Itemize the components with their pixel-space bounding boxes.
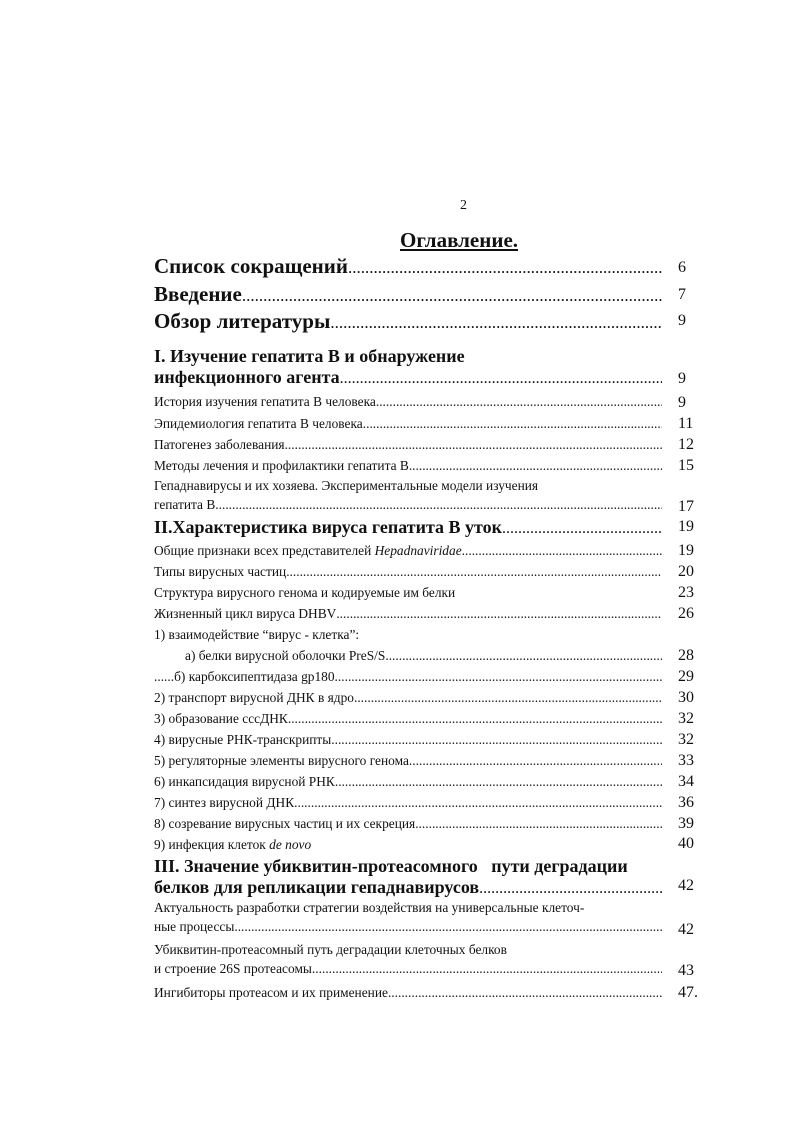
toc-entry-text-line1: Гепаднавирусы и их хозяева. Экспериментальные модели изучения bbox=[154, 478, 539, 493]
toc-entry bbox=[154, 346, 662, 388]
toc-entry bbox=[154, 437, 662, 453]
toc-entry-page: 26 bbox=[678, 605, 694, 622]
toc-entry bbox=[154, 309, 662, 334]
toc-entry-text: История изучения гепатита В человека bbox=[154, 394, 376, 409]
toc-entry-page: 19 bbox=[678, 518, 694, 535]
toc-entry bbox=[154, 985, 662, 1001]
toc-entry-text: 2) транспорт вирусной ДНК в ядро bbox=[154, 690, 354, 705]
toc-entry-page: 9 bbox=[678, 370, 686, 387]
toc-entry-text: 6) инкапсидация вирусной РНК bbox=[154, 774, 335, 789]
toc-entry bbox=[154, 795, 662, 811]
toc-entry-text: Ингибиторы протеасом и их применение bbox=[154, 985, 388, 1000]
toc-entry-page: 20 bbox=[678, 563, 694, 580]
toc-entry bbox=[154, 711, 662, 727]
toc-entry bbox=[154, 458, 662, 474]
toc-entry-text: Жизненный цикл вируса DHBV bbox=[154, 606, 337, 621]
toc-entry bbox=[154, 774, 662, 790]
toc-entry-text: 7) синтез вирусной ДНК bbox=[154, 795, 295, 810]
toc-entry-text: белков для репликации гепаднавирусов bbox=[154, 877, 480, 897]
toc-entry-text-line1: I. Изучение гепатита В и обнаружение bbox=[154, 346, 465, 366]
toc-entry bbox=[154, 627, 662, 643]
toc-entry-page: 28 bbox=[678, 647, 694, 664]
toc-entry-text: Патогенез заболевания bbox=[154, 437, 285, 452]
toc-entry-page: 30 bbox=[678, 689, 694, 706]
toc-entry-page: 29 bbox=[678, 668, 694, 685]
toc-entry-text: Типы вирусных частиц bbox=[154, 564, 287, 579]
toc-entry bbox=[154, 900, 662, 935]
toc-entry-text: Обзор литературы bbox=[154, 309, 331, 333]
toc-entry-text: ные процессы bbox=[154, 919, 235, 934]
toc-entry-text: ......б) карбоксипептидаза gp180 bbox=[154, 669, 335, 684]
toc-entry bbox=[154, 942, 662, 977]
toc-entry bbox=[154, 394, 662, 410]
toc-entry-text: 3) образование cccДНК bbox=[154, 711, 288, 726]
toc-entry-page: 12 bbox=[678, 436, 694, 453]
toc-entry-text: 4) вирусные РНК-транскрипты bbox=[154, 732, 332, 747]
toc-entry-text: 9) инфекция клеток de novo bbox=[154, 837, 312, 852]
toc-entry-page: 23 bbox=[678, 584, 694, 601]
toc-entry bbox=[154, 690, 662, 706]
toc-entry bbox=[154, 478, 662, 513]
toc-entry-page: 33 bbox=[678, 752, 694, 769]
toc-entry bbox=[154, 282, 662, 307]
toc-entry-page: 34 bbox=[678, 773, 694, 790]
toc-entry bbox=[154, 856, 662, 898]
toc-entry-page: 40 bbox=[678, 835, 694, 852]
toc-entry-page: 36 bbox=[678, 794, 694, 811]
toc-entry-text: II.Характеристика вируса гепатита В уток bbox=[154, 517, 503, 537]
toc-entry-text-line1: Актуальность разработки стратегии воздействия на универсальные клеточ- bbox=[154, 900, 585, 915]
toc-entry-page: 15 bbox=[678, 457, 694, 474]
toc-entry bbox=[154, 254, 662, 279]
toc-entry bbox=[154, 416, 662, 432]
toc-entry-text: а) белки вирусной оболочки PreS/S bbox=[185, 648, 386, 663]
toc-entry-text: инфекционного агента bbox=[154, 367, 340, 387]
toc-entry-page: 6 bbox=[678, 259, 686, 276]
toc-entry-page: 9 bbox=[678, 394, 686, 411]
toc-entry bbox=[154, 753, 662, 769]
toc-entry-text: 8) созревание вирусных частиц и их секреция bbox=[154, 816, 416, 831]
toc-entry-text-line1: Убиквитин-протеасомный путь деградации клеточных белков bbox=[154, 942, 507, 957]
toc-entry-text: 1) взаимодействие “вирус - клетка”: bbox=[154, 627, 360, 642]
page-number: 2 bbox=[460, 198, 467, 213]
toc-entry bbox=[154, 732, 662, 748]
toc-entry-page: 42 bbox=[678, 877, 694, 894]
toc-entry-text: гепатита В bbox=[154, 497, 216, 512]
toc-entry-text: Структура вирусного генома и кодируемые им белки bbox=[154, 585, 456, 600]
toc-entry-page: 7 bbox=[678, 286, 686, 303]
toc-entry-text: Общие признаки всех представителей Hepadnaviridae bbox=[154, 543, 462, 558]
toc-title: Оглавление. bbox=[400, 228, 519, 252]
toc-entry-page: 42 bbox=[678, 921, 694, 938]
toc-entry-page: 43 bbox=[678, 962, 694, 979]
toc-entry-page: 39 bbox=[678, 815, 694, 832]
toc-entry-text: Эпидемиология гепатита В человека bbox=[154, 416, 363, 431]
toc-entry-text-line1: III. Значение убиквитин-протеасомного пути деградации bbox=[154, 856, 628, 876]
toc-entry bbox=[154, 585, 662, 601]
toc-entry bbox=[154, 816, 662, 832]
toc-entry-text: Список сокращений bbox=[154, 254, 348, 278]
toc-entry bbox=[154, 543, 662, 559]
toc-entry-page: 32 bbox=[678, 731, 694, 748]
toc-entry bbox=[154, 837, 662, 853]
toc-entry-text: 5) регуляторные элементы вирусного генома bbox=[154, 753, 409, 768]
toc-entry-page: 11 bbox=[678, 415, 694, 432]
toc-entry-page: 47. bbox=[678, 984, 698, 1001]
toc-entry-page: 19 bbox=[678, 542, 694, 559]
toc-entry bbox=[154, 517, 662, 538]
toc-entry-text: и строение 26S протеасомы bbox=[154, 961, 312, 976]
toc-entry-text: Методы лечения и профилактики гепатита В bbox=[154, 458, 409, 473]
toc-entry bbox=[185, 648, 662, 664]
toc-entry-page: 17 bbox=[678, 498, 694, 515]
toc-entry bbox=[154, 606, 662, 622]
toc-entry-page: 32 bbox=[678, 710, 694, 727]
toc-entry bbox=[154, 564, 662, 580]
toc-entry-text: Введение bbox=[154, 282, 242, 306]
toc-entry-page: 9 bbox=[678, 312, 686, 329]
toc-entry bbox=[154, 669, 662, 685]
